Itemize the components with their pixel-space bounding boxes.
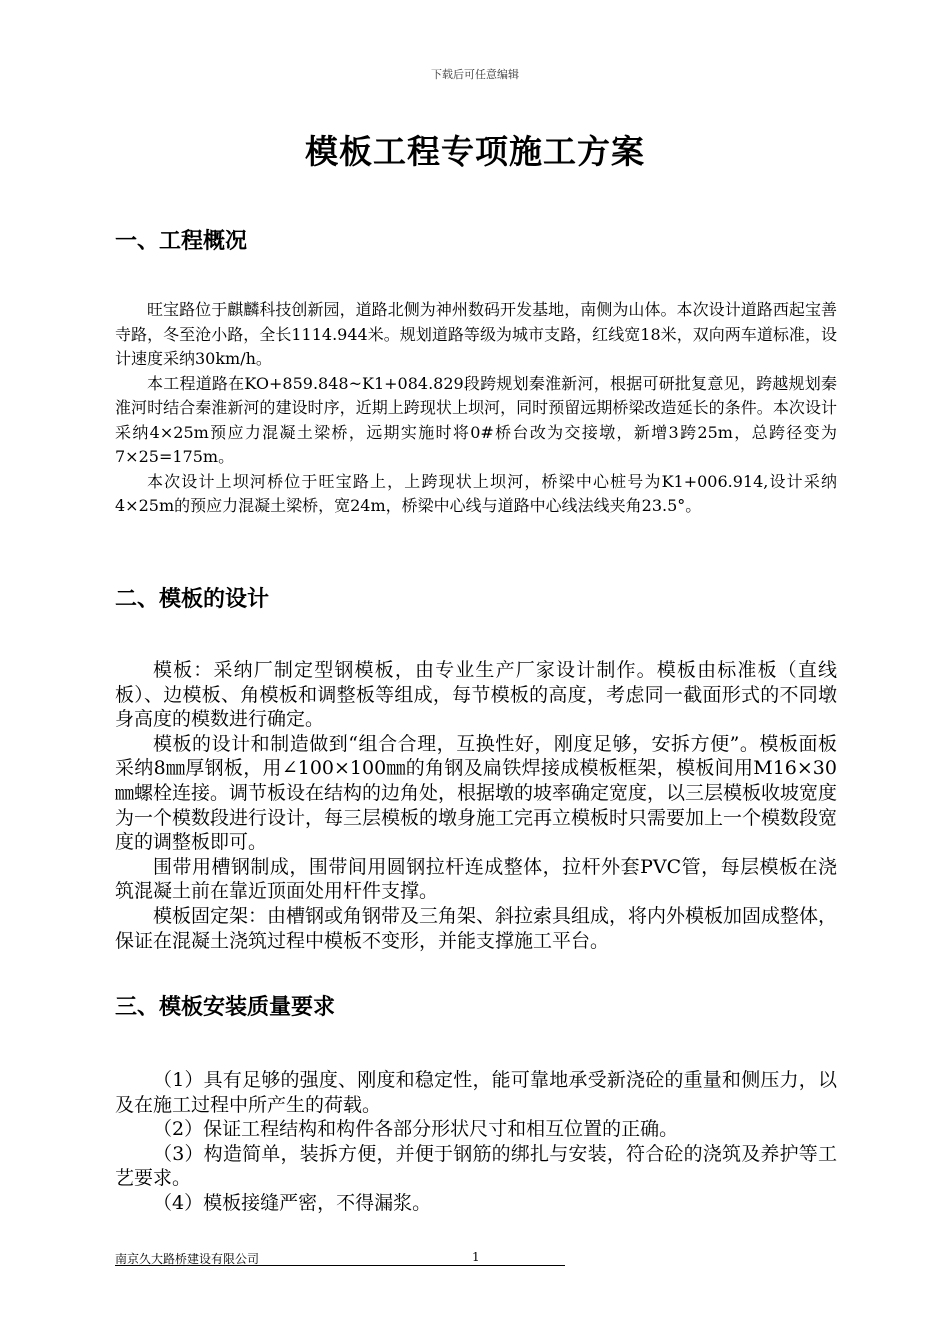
paragraph: 模板：采纳厂制定型钢模板，由专业生产厂家设计制作。模板由标准板（直线板）、边模板、角模板和调整板等组成，每节模板的高度，考虑同一截面形式的不同墩身高度的模数进行确定。 bbox=[115, 659, 837, 731]
paragraph: 本次设计上坝河桥位于旺宝路上，上跨现状上坝河，桥梁中心桩号为K1+006.914,设计采纳4×25m的预应力混凝土梁桥，宽24m，桥梁中心线与道路中心线法线夹角23.5°。 bbox=[115, 471, 837, 515]
document-title: 模板工程专项施工方案 bbox=[305, 132, 645, 171]
section-heading-overview: 一、工程概况 bbox=[115, 228, 248, 254]
page-footer bbox=[115, 1248, 565, 1266]
paragraph: 本工程道路在KO+859.848~K1+084.829段跨规划秦淮新河，根据可研批复意见，跨越规划秦淮河时结合秦淮新河的建设时序，近期上跨现状上坝河，同时预留远期桥梁改造延长的条件。本次设计采纳4×25m预应力混凝土梁桥，远期实施时将0#桥台改为交接墩，新增3跨25m，总跨径变为7×25=175m。 bbox=[115, 373, 837, 466]
header-note: 下载后可任意编辑 bbox=[431, 68, 519, 81]
paragraph: 旺宝路位于麒麟科技创新园，道路北侧为神州数码开发基地，南侧为山体。本次设计道路西起宝善寺路，冬至沧小路，全长1114.944米。规划道路等级为城市支路，红线宽18米，双向两车道标准，设计速度采纳30km/h。 bbox=[115, 300, 837, 368]
section-heading-quality-requirements: 三、模板安装质量要求 bbox=[115, 994, 336, 1020]
paragraph: （2）保证工程结构和构件各部分形状尺寸和相互位置的正确。 bbox=[153, 1118, 679, 1141]
page-number: 1 bbox=[472, 1250, 480, 1264]
paragraph: （4）模板接缝严密，不得漏浆。 bbox=[153, 1191, 432, 1214]
paragraph: 模板固定架：由槽钢或角钢带及三角架、斜拉索具组成，将内外模板加固成整体，保证在混凝土浇筑过程中模板不变形，并能支撑施工平台。 bbox=[115, 904, 838, 952]
section-body-quality-requirements bbox=[115, 1068, 837, 1216]
paragraph: （1）具有足够的强度、刚度和稳定性，能可靠地承受新浇砼的重量和侧压力，以及在施工过程中所产生的荷载。 bbox=[115, 1069, 837, 1116]
section-body-overview bbox=[115, 298, 837, 519]
paragraph: 模板的设计和制造做到“组合合理，互换性好，刚度足够，安拆方便”。模板面板采纳8㎜厚钢板，用∠100×100㎜的角钢及扁铁焊接成模板框架，模板间用M16×30㎜螺栓连接。调节板设在结构的边角处，根据墩的坡率确定宽度，以三层模板收坡宽度为一个模数段进行设计，每三层模板的墩身施工完再立模板时只需要加上一个模数段宽度的调整板即可。 bbox=[115, 732, 838, 854]
section-body-formwork-design bbox=[115, 658, 837, 953]
footer-company: 南京久大路桥建设有限公司 bbox=[115, 1252, 260, 1266]
paragraph: 围带用槽钢制成，围带间用圆钢拉杆连成整体，拉杆外套PVC管，每层模板在浇筑混凝土前在靠近顶面处用杆件支撑。 bbox=[115, 855, 837, 903]
paragraph: （3）构造简单，装拆方便，并便于钢筋的绑扎与安装，符合砼的浇筑及养护等工艺要求。 bbox=[115, 1142, 837, 1190]
section-heading-formwork-design: 二、模板的设计 bbox=[115, 586, 270, 612]
